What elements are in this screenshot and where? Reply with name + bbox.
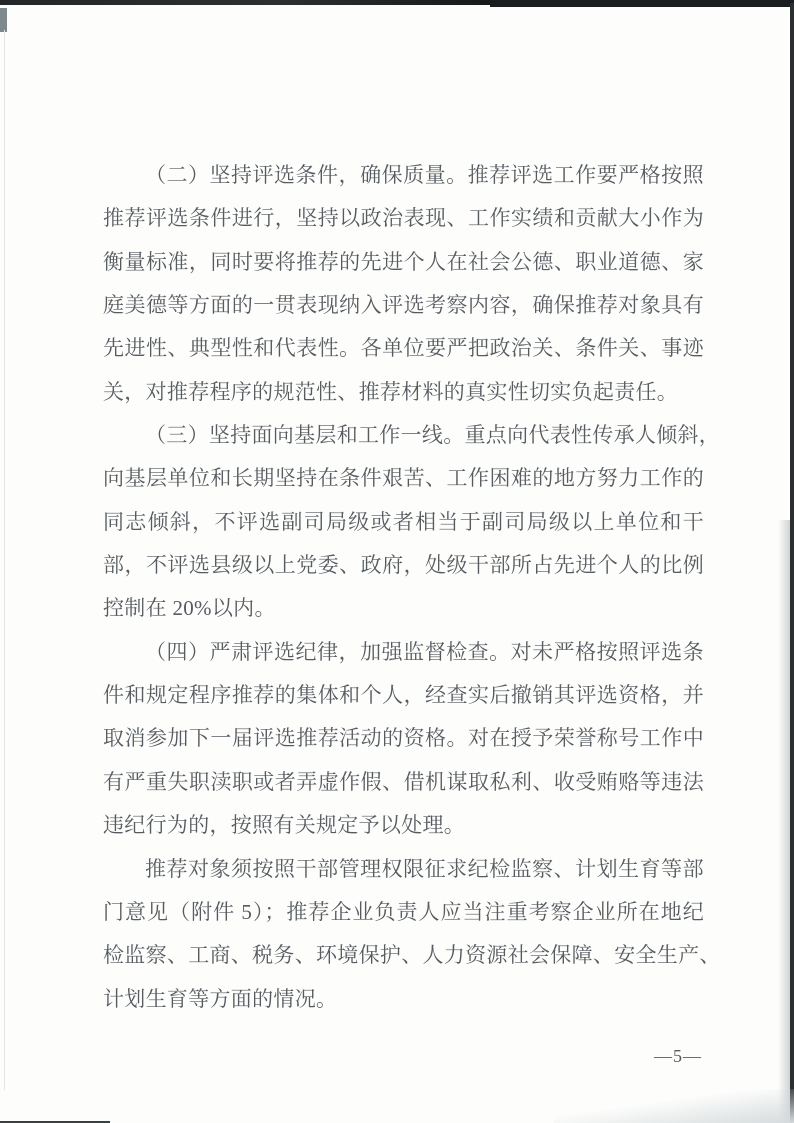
document-body [103,154,721,1021]
text-line: 门意见（附件 5）；推荐企业负责人应当注重考察企业所在地纪 [103,899,704,924]
text-line: 取消参加下一届评选推荐活动的资格。对在授予荣誉称号工作中 [103,726,704,751]
text-line: 检监察、工商、税务、环境保护、人力资源社会保障、安全生产、 [103,943,721,968]
text-line: 推荐评选条件进行，坚持以政治表现、工作实绩和贡献大小作为 [103,206,704,231]
scan-edge-left-tab [0,8,7,32]
text-line: 有严重失职渎职或者弄虚作假、借机谋取私利、收受贿赂等违法 [103,769,704,794]
scan-edge-right [790,3,794,1123]
text-line: （二）坚持评选条件，确保质量。推荐评选工作要严格按照 [145,163,704,187]
text-line: 件和规定程序推荐的集体和个人，经查实后撤销其评选资格，并 [103,683,704,708]
text-line: 向基层单位和长期坚持在条件艰苦、工作困难的地方努力工作的 [103,466,704,491]
text-line: 先进性、典型性和代表性。各单位要严把政治关、条件关、事迹 [103,336,704,361]
text-line: 控制在 20%以内。 [103,596,276,621]
text-line: 部，不评选县级以上党委、政府，处级干部所占先进个人的比例 [103,553,704,578]
scan-shadow-right [778,520,790,1123]
page-number: —5— [654,1046,702,1066]
scan-shadow-bottom-right [554,1089,794,1123]
text-line: 违纪行为的，按照有关规定予以处理。 [103,813,466,838]
text-line: 庭美德等方面的一贯表现纳入评选考察内容，确保推荐对象具有 [103,293,704,318]
text-line: （三）坚持面向基层和工作一线。重点向代表性传承人倾斜， [145,423,721,448]
scan-edge-top-dark-segment [490,0,794,7]
text-line: 衡量标准，同时要将推荐的先进个人在社会公德、职业道德、家 [103,249,704,274]
scan-edge-left-line [4,30,5,1090]
text-line: 计划生育等方面的情况。 [103,986,338,1011]
text-line: （四）严肃评选纪律，加强监督检查。对未严格按照评选条 [145,639,704,664]
text-line: 同志倾斜，不评选副司局级或者相当于副司局级以上单位和干 [103,509,704,534]
text-line: 关，对推荐程序的规范性、推荐材料的真实性切实负起责任。 [103,379,679,404]
text-line: 推荐对象须按照干部管理权限征求纪检监察、计划生育等部 [145,856,704,881]
